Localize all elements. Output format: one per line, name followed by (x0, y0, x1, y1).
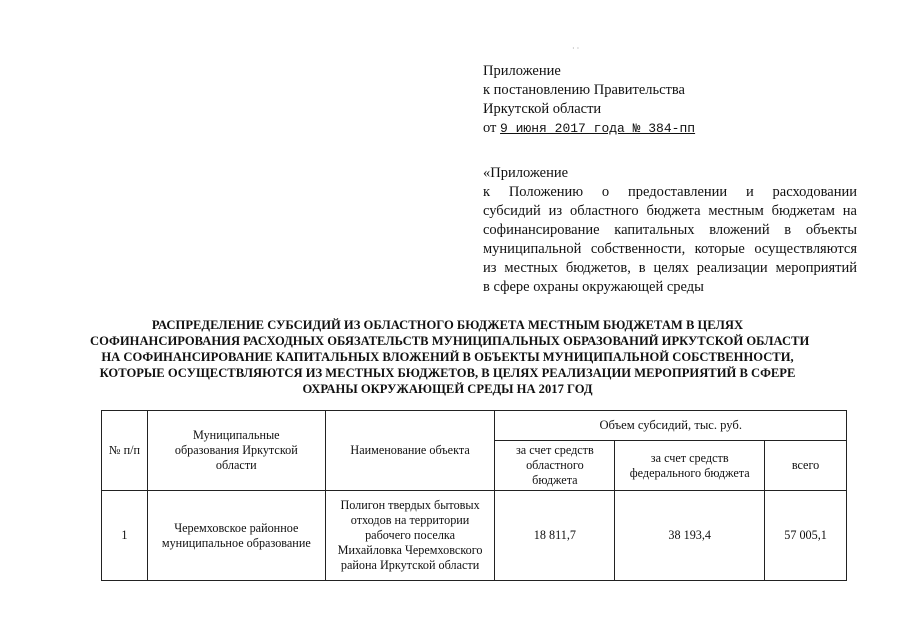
header-federal: за счет средств федерального бюджета (615, 441, 765, 491)
cell-total: 57 005,1 (765, 491, 847, 581)
appendix-line-4: софинансирование капитальных вложений в объекты (483, 222, 857, 238)
appendix-line-6: из местных бюджетов, в целях реализации мероприятий (483, 260, 857, 276)
header-total: всего (765, 441, 847, 491)
appendix-line-1: «Приложение (483, 165, 569, 181)
approval-line-1: Приложение (483, 63, 561, 79)
cell-municipality: Черемховское районное муниципальное образование (147, 491, 325, 581)
cell-federal: 38 193,4 (615, 491, 765, 581)
header-volume: Объем субсидий, тыс. руб. (495, 411, 847, 441)
header-object: Наименование объекта (325, 411, 495, 491)
appendix-line-2: к Положению о предоставлении и расходовании (483, 184, 857, 200)
document-title (90, 317, 810, 397)
appendix-line-3: субсидий из областного бюджета местным бюджетам на (483, 203, 857, 219)
approval-block (483, 62, 695, 138)
title-line-5: ОХРАНЫ ОКРУЖАЮЩЕЙ СРЕДЫ НА 2017 ГОД (302, 382, 593, 396)
approval-line-3: Иркутской области (483, 101, 602, 117)
approval-date-stamp: 9 июня 2017 года № 384-пп (500, 121, 696, 136)
approval-line-2: к постановлению Правительства (483, 82, 685, 98)
cell-object: Полигон твердых бытовых отходов на территории рабочего поселка Михайловка Черемховского района Иркутской области (325, 491, 495, 581)
cell-num: 1 (102, 491, 148, 581)
approval-date-prefix: от (483, 120, 497, 136)
appendix-line-7: в сфере охраны окружающей среды (483, 279, 704, 295)
scan-specks: · · (572, 44, 580, 53)
appendix-line-5: муниципальной собственности, которые осуществляются (483, 241, 857, 257)
title-line-4: КОТОРЫЕ ОСУЩЕСТВЛЯЮТСЯ ИЗ МЕСТНЫХ БЮДЖЕТОВ, В ЦЕЛЯХ РЕАЛИЗАЦИИ МЕРОПРИЯТИЙ В СФЕРЕ (99, 366, 796, 380)
subsidy-table (101, 410, 847, 581)
table-row (102, 491, 847, 581)
approval-line-4 (483, 119, 695, 138)
header-regional: за счет средств областного бюджета (495, 441, 615, 491)
table-header-row-1 (102, 411, 847, 441)
title-line-2: СОФИНАНСИРОВАНИЯ РАСХОДНЫХ ОБЯЗАТЕЛЬСТВ МУНИЦИПАЛЬНЫХ ОБРАЗОВАНИЙ ИРКУТСКОЙ ОБЛАСТИ (90, 334, 810, 348)
title-line-3: НА СОФИНАНСИРОВАНИЕ КАПИТАЛЬНЫХ ВЛОЖЕНИЙ В ОБЪЕКТЫ МУНИЦИПАЛЬНОЙ СОБСТВЕННОСТИ, (101, 350, 794, 364)
header-num: № п/п (102, 411, 148, 491)
cell-regional: 18 811,7 (495, 491, 615, 581)
appendix-block (483, 164, 857, 297)
header-municipality: Муниципальные образования Иркутской области (147, 411, 325, 491)
title-line-1: РАСПРЕДЕЛЕНИЕ СУБСИДИЙ ИЗ ОБЛАСТНОГО БЮДЖЕТА МЕСТНЫМ БЮДЖЕТАМ В ЦЕЛЯХ (151, 318, 744, 332)
